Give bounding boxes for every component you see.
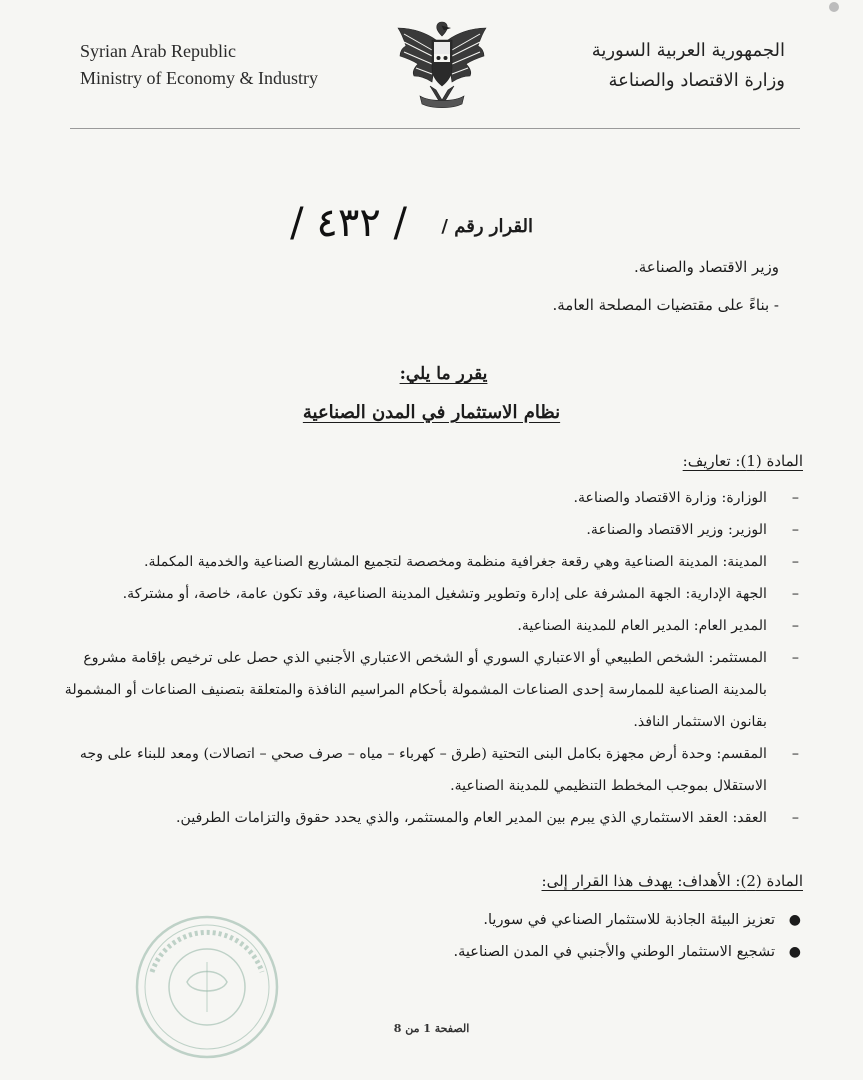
dash-marker: – xyxy=(791,490,799,506)
header-english xyxy=(80,38,318,92)
definition-item xyxy=(53,738,805,802)
definition-text: الجهة الإدارية: الجهة المشرفة على إدارة وتطوير وتشغيل المدينة الصناعية، وقد تكون عامة، خاصة، أو مشتركة. xyxy=(122,586,767,602)
definition-text: الوزير: وزير الاقتصاد والصناعة. xyxy=(586,522,767,538)
definition-item xyxy=(53,802,805,834)
article1-heading: المادة (1): تعاريف: xyxy=(682,452,803,470)
header-en-line1: Syrian Arab Republic xyxy=(80,41,236,61)
definition-text: المدينة: المدينة الصناعية وهي رقعة جغرافية منظمة ومخصصة لتجميع المشاريع الصناعية والخدمية المكملة. xyxy=(143,554,767,570)
definition-item xyxy=(53,546,805,578)
document-title: نظام الاستثمار في المدن الصناعية xyxy=(302,402,561,423)
eagle-emblem-icon xyxy=(392,16,492,114)
definition-text: الوزارة: وزارة الاقتصاد والصناعة. xyxy=(573,490,767,506)
definition-text: المدير العام: المدير العام للمدينة الصناعية. xyxy=(517,618,767,634)
dash-marker: – xyxy=(791,586,799,602)
definition-item xyxy=(53,578,805,610)
bullet-icon: ● xyxy=(788,912,801,928)
definition-item xyxy=(53,482,805,514)
goal-text: تعزيز البيئة الجاذبة للاستثمار الصناعي في سوريا. xyxy=(483,912,775,928)
article2-heading: المادة (2): الأهداف: يهدف هذا القرار إلى: xyxy=(541,872,803,890)
header-arabic xyxy=(592,36,785,96)
definition-text: المستثمر: الشخص الطبيعي أو الاعتباري السوري أو الشخص الاعتباري الأجنبي الذي حصل على ترخيص بإقامة مشروع بالمدينة الصناعية للممارسة إحدى الصناعات المشمولة بأحكام المراسيم النافذة والمتعلقة بتصنيف الصناعات أو المشمولة بقانون الاستثمار النافذ. xyxy=(64,650,767,730)
definition-item xyxy=(53,642,805,738)
page-number-footer: الصفحة 1 من 8 xyxy=(393,1022,470,1035)
header-divider xyxy=(70,128,800,129)
preamble-line2: - بناءً على مقتضيات المصلحة العامة. xyxy=(552,296,779,314)
definition-item xyxy=(53,610,805,642)
preamble-line1: وزير الاقتصاد والصناعة. xyxy=(634,258,779,276)
header-en-line2: Ministry of Economy & Industry xyxy=(80,68,318,88)
bullet-icon: ● xyxy=(788,944,801,960)
dash-marker: – xyxy=(791,554,799,570)
dash-marker: – xyxy=(791,618,799,634)
goal-text: تشجيع الاستثمار الوطني والأجنبي في المدن الصناعية. xyxy=(453,944,775,960)
dash-marker: – xyxy=(791,522,799,538)
decree-number: / ٤٣٢ / xyxy=(290,200,407,246)
decree-label: القرار رقم / xyxy=(441,216,533,237)
definitions-list xyxy=(53,482,805,834)
decides-heading: يقرر ما يلي: xyxy=(399,364,488,384)
corner-mark xyxy=(829,2,839,12)
dash-marker: – xyxy=(791,746,799,762)
ministry-seal-icon xyxy=(132,912,282,1062)
dash-marker: – xyxy=(791,650,799,666)
dash-marker: – xyxy=(791,810,799,826)
definition-text: العقد: العقد الاستثماري الذي يبرم بين المدير العام والمستثمر، والذي يحدد حقوق والتزامات الطرفين. xyxy=(176,810,767,826)
definition-item xyxy=(53,514,805,546)
definition-text: المقسم: وحدة أرض مجهزة بكامل البنى التحتية (طرق – كهرباء – مياه – صرف صحي – اتصالات) ومعد للبناء على وجه الاستقلال بموجب المخطط التنظيمي للمدينة الصناعية. xyxy=(79,746,767,794)
header-ar-line2: وزارة الاقتصاد والصناعة xyxy=(608,70,785,91)
header-ar-line1: الجمهورية العربية السورية xyxy=(591,40,785,61)
